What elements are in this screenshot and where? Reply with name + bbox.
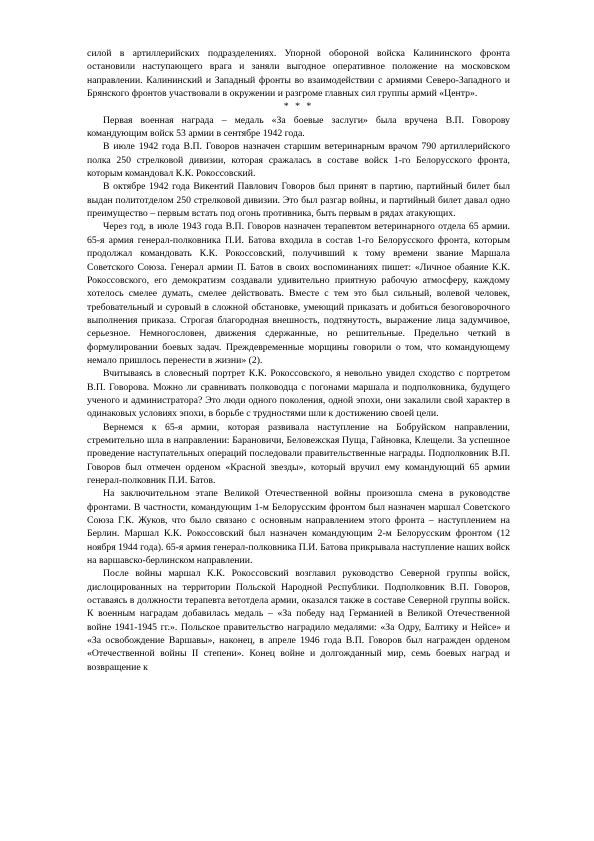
document-page	[87, 47, 510, 674]
paragraph-october-1942: В октябре 1942 года Викентий Павлович Говоров был принят в партию, партийный билет был выдан политотделом 250 стрелковой дивизии. Это был разгар войны, и партийный билет давал одно преимущество – первым встать под огонь противника, быть первым в рядах атакующих.	[87, 181, 510, 220]
section-separator: * * *	[283, 101, 314, 113]
paragraph-july-1942: В июле 1942 года В.П. Говоров назначен старшим ветеринарным врачом 790 артиллерийского полка 250 стрелковой дивизии, которая сражалась в составе войск 1-го Белорусского фронта, которым командовал К.К. Рокоссовский.	[87, 141, 510, 180]
paragraph-first-award: Первая военная награда – медаль «За боевые заслуги» была вручена В.П. Говорову командующим войск 53 армии в сентябре 1942 года.	[87, 114, 510, 140]
paragraph-after-war: После войны маршал К.К. Рокоссовский возглавил руководство Северной группы войск, дислоцированных на территории Польской Народной Республики. Подполковник В.П. Говоров, оставаясь в должности терапевта ветотдела армии, оказался также в составе Северной группы войск. К военным наградам добавилась медаль – «За победу над Германией в Великой Отечественной войне 1941-1945 гг.». Польское правительство наградило медалями: «За Одру, Балтику и Нейсе» и «За освобождение Варшавы», наконец, в апреле 1946 года В.П. Говоров был награжден орденом «Отечественной войны II степени». Конец войне и долгожданный мир, семь боевых наград и возвращение к	[87, 568, 510, 673]
paragraph-intro: силой в артиллерийских подразделениях. Упорной обороной войска Калининского фронта остановили наступающего врага и заняли выгодное оперативное положение на московском направлении. Калининский и Западный фронты во взаимодействии с армиями Северо-Западного и Брянского фронтов участвовали в окружении и разгроме главных сил группы армий «Центр».	[87, 48, 510, 100]
paragraph-final-stage: На заключительном этапе Великой Отечественной войны произошла смена в руководстве фронтами. В частности, командующим 1-м Белорусским фронтом был назначен маршал Советского Союза Г.К. Жуков, что было связано с основным направлением этого фронта – наступлением на Берлин. Маршал К.К. Рокоссовский был назначен командующим 2-м Белорусским фронтом (12 ноября 1944 года). 65-я армия генерал-полковника П.И. Батова прикрывала наступление наших войск на варшавско-берлинском направлении.	[87, 488, 510, 567]
paragraph-65-army: Вернемся к 65-я армии, которая развивала наступление на Бобруйском направлении, стремительно шла в направлении: Барановичи, Беловежская Пуща, Гайновка, Клещели. За успешное проведение наступательных операций последовали правительственные награды. Подполковник В.П. Говоров был отмечен орденом «Красной звезды», который вручил ему командующий 65 армии генерал-полковник П.И. Батов.	[87, 421, 510, 486]
paragraph-portrait: Вчитываясь в словесный портрет К.К. Рокоссовского, я невольно увидел сходство с портретом В.П. Говорова. Можно ли сравнивать полководца с погонами маршала и подполковника, будущего ученого и администратора? Это люди одного поколения, одной эпохи, они закалили свой характер в одинаковых условиях эпохи, в борьбе с трудностями шли к достижению своей цели.	[87, 368, 510, 420]
paragraph-july-1943: Через год, в июле 1943 года В.П. Говоров назначен терапевтом ветеринарного отдела 65 армии. 65-я армия генерал-полковника П.И. Батова входила в состав 1-го Белорусского фронта, которым продолжал командовать К.К. Рокоссовский, получивший к тому времени звание Маршала Советского Союза. Генерал армии П. Батов в своих воспоминаниях пишет: «Личное обаяние К.К. Рокоссовского, его демократизм создавали удивительно приятную рабочую атмосферу, каждому хотелось смелее думать, смелее действовать. Вместе с тем это был сильный, волевой человек, требовательный и суровый в сложной обстановке, умеющий приказать и добиться безоговорочного выполнения приказа. Строгая благородная внешность, подтянутость, выражение лица задумчивое, серьезное. Немногословен, движения сдержанные, но решительные. Предельно четкий в формулировании боевых задач. Преждевременные морщины говорили о том, что командующему немало пришлось перенести в жизни» (2).	[87, 221, 510, 366]
